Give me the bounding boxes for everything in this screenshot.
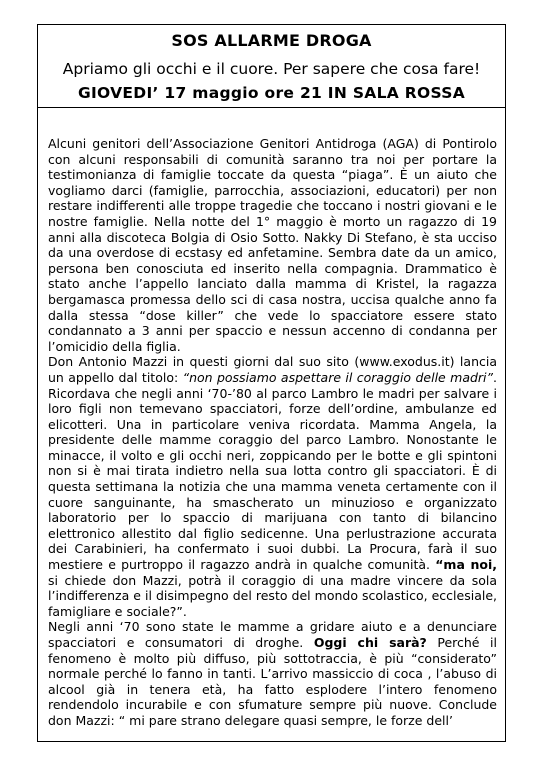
paragraph-3 xyxy=(48,619,497,728)
paragraph-3-text-a: Negli anni ‘70 sono state le mamme a gridare aiuto e a denunciare spacciatori e consumatori di droghe. xyxy=(48,619,497,650)
paragraph-2-text-c: si chiede don Mazzi, potrà il coraggio di una madre vincere da sola l’indifferenza e il disimpegno del resto del mondo scolastico, ecclesiale, famigliare e sociale?”. xyxy=(48,572,497,619)
paragraph-2 xyxy=(48,354,497,619)
paragraph-2-text-b: . Ricordava che negli anni ‘70-’80 al parco Lambro le madri per salvare i loro figli non temevano spacciatori, forze dell’ordine, ambulanze ed elicotteri. Una in particolare veniva ricordata. Mamma Angela, la presidente delle mamme coraggio del parco Lambro. Nonostante le minacce, il volto e gli occhi neri, zoppicando per le botte e gli spintoni non si è mai tirata indietro nella sua lotta contro gli spacciatori. È di questa settimana la notizia che una mamma veneta certamente con il cuore sanguinante, ha smascherato un minuzioso e organizzato laboratorio per lo spaccio di marijuana con tanto di bilancino elettronico allestito dal figlio sedicenne. Una perlustrazione accurata dei Carabinieri, ha confermato i suoi dubbi. La Procura, farà il suo mestiere e purtroppo il ragazzo andrà in qualche comunità. xyxy=(48,369,497,573)
flyer-frame xyxy=(37,24,506,742)
flyer-header xyxy=(38,25,505,108)
question-emphasis: Oggi chi sarà? xyxy=(313,635,427,650)
paragraph-2-text-a: Don Antonio Mazzi in questi giorni dal suo sito (www.exodus.it) lancia un appello dal titolo: xyxy=(48,354,497,385)
appeal-title: “non possiamo aspettare il coraggio delle madri” xyxy=(182,369,494,385)
event-date: GIOVEDI’ 17 maggio ore 21 IN SALA ROSSA xyxy=(77,84,466,102)
quote-emphasis: “ma noi, xyxy=(435,557,497,573)
paragraph-1: Alcuni genitori dell’Associazione Genitori Antidroga (AGA) di Pontirolo con alcuni responsabili di comunità saranno tra noi per portare la testimonianza di famiglie toccate da questa “piaga”. È un aiuto che vogliamo darci (famiglie, parrocchia, associazioni, educatori) per non restare indifferenti alle troppe tragedie che toccano i nostri giovani e le nostre famiglie. Nella notte del 1° maggio è morto un ragazzo di 19 anni alla discoteca Bolgia di Osio Sotto. Nakky Di Stefano, è sta ucciso da una overdose di ecstasy ed anfetamine. Sembra date da un amico, persona ben conosciuta ed inserito nella compagnia. Drammatico è stato anche l’appello lanciato dalla mamma di Kristel, la ragazza bergamasca promessa dello sci di casa nostra, uccisa qualche anno fa dalla stessa “dose killer” che vede lo spacciatore essere stato condannato a 3 anni per spaccio e nessun accenno di condanna per l’omicidio della figlia. xyxy=(48,136,497,354)
flyer-title: SOS ALLARME DROGA xyxy=(171,31,372,50)
article-body xyxy=(38,108,505,729)
flyer-subtitle: Apriamo gli occhi e il cuore. Per sapere che cosa fare! xyxy=(62,60,481,78)
paragraph-3-text-b: Perché il fenomeno è molto più diffuso, più sottotraccia, è più “considerato” normale perché lo fanno in tanti. L’arrivo massiccio di coca , l’abuso di alcool già in tenera età, ha fatto esplodere l’intero fenomeno rendendolo incurabile e con sfumature sempre più nuove. Conclude don Mazzi: “ mi pare strano delegare quasi sempre, le forze dell’ xyxy=(48,635,497,728)
